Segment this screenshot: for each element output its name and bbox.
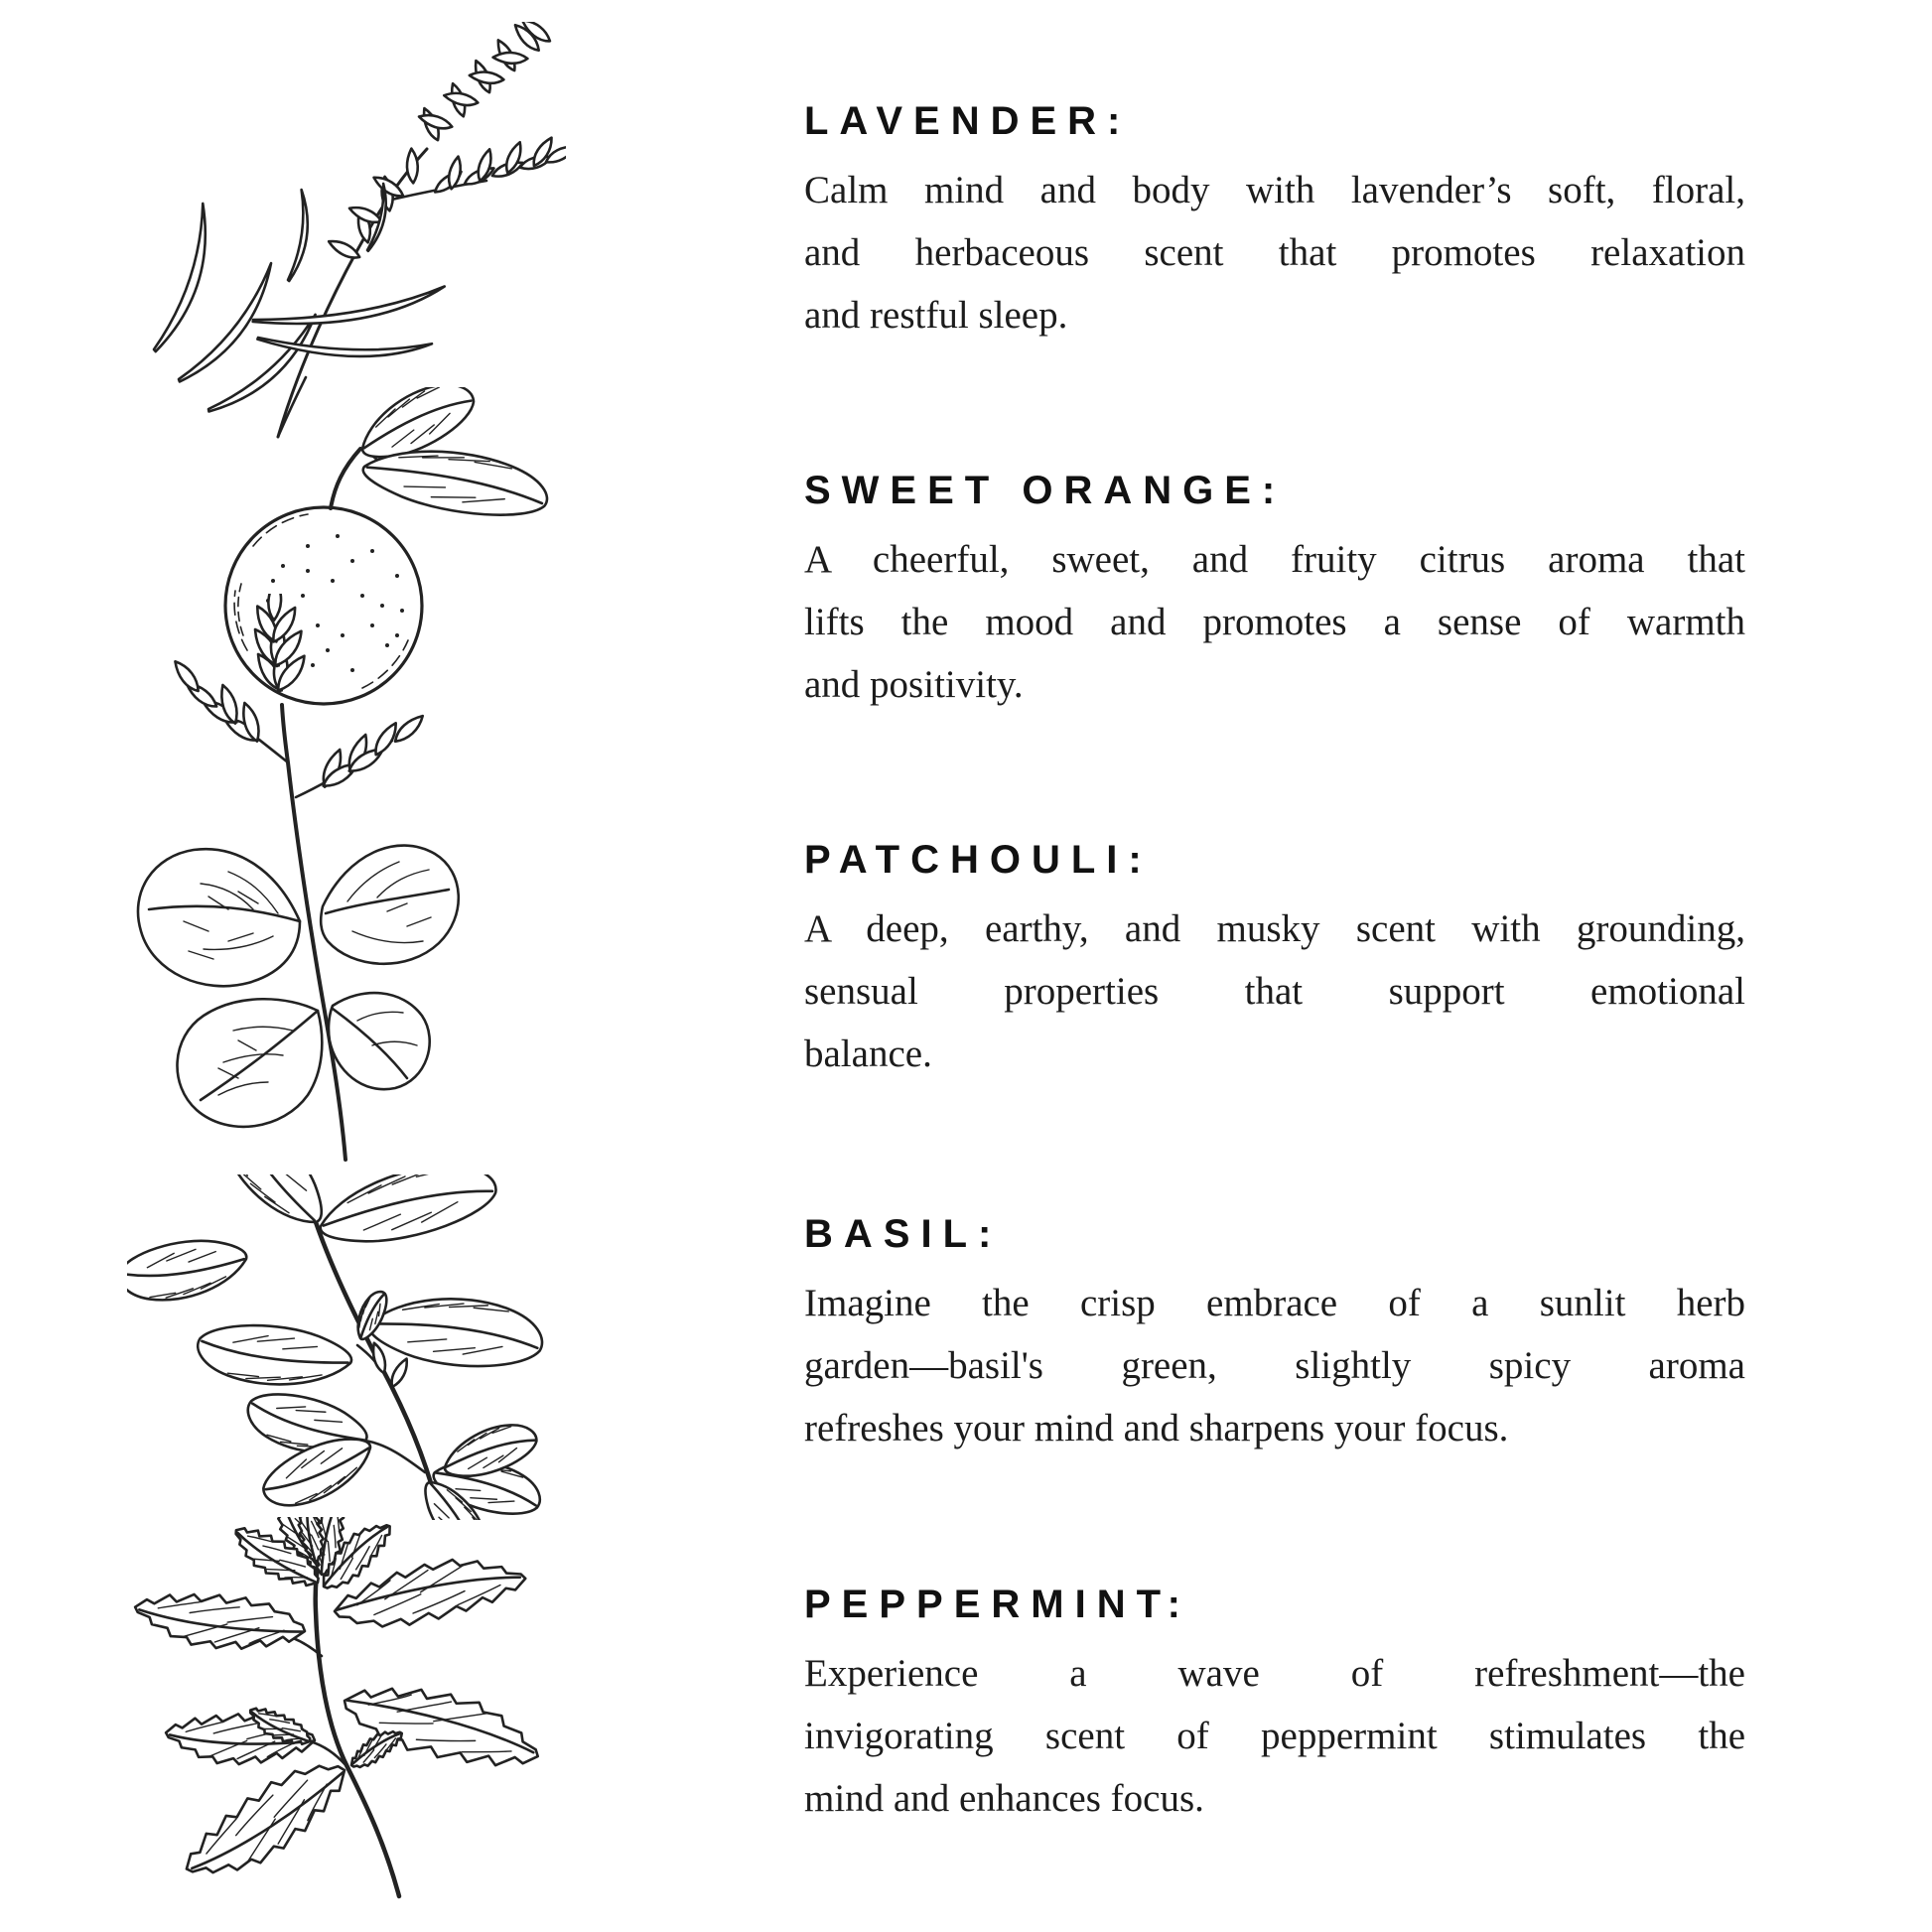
peppermint-heading: PEPPERMINT: xyxy=(804,1583,1191,1626)
section-basil xyxy=(804,1210,1745,1459)
section-peppermint xyxy=(804,1581,1745,1830)
text-line: refreshes your mind and sharpens your focus. xyxy=(804,1407,1509,1449)
peppermint-sprig-illustration xyxy=(111,1517,543,1900)
text-line: Experience a wave of refreshment—the xyxy=(804,1652,1745,1695)
text-line: Imagine the crisp embrace of a sunlit herb xyxy=(804,1282,1745,1324)
text-line: sensual properties that support emotional xyxy=(804,970,1745,1013)
patchouli-heading: PATCHOULI: xyxy=(804,838,1153,882)
text-line: and restful sleep. xyxy=(804,294,1068,337)
text-line: invigorating scent of peppermint stimulates the xyxy=(804,1715,1745,1757)
text-line: A deep, earthy, and musky scent with grounding, xyxy=(804,907,1745,950)
lavender-description xyxy=(804,159,1745,346)
text-line: balance. xyxy=(804,1033,932,1075)
text-line: Calm mind and body with lavender’s soft, floral, xyxy=(804,169,1745,211)
text-line: lifts the mood and promotes a sense of warmth xyxy=(804,601,1745,643)
patchouli-illustration xyxy=(89,594,467,1167)
basil-heading: BASIL: xyxy=(804,1212,1003,1256)
basil-sprig-illustration xyxy=(127,1174,559,1520)
peppermint-description xyxy=(804,1642,1745,1830)
text-line: and herbaceous scent that promotes relaxation xyxy=(804,231,1745,274)
sweet-orange-heading: SWEET ORANGE: xyxy=(804,469,1287,512)
patchouli-description xyxy=(804,897,1745,1085)
lavender-sprig-illustration xyxy=(139,22,566,442)
text-line: A cheerful, sweet, and fruity citrus aroma that xyxy=(804,538,1745,581)
sweet-orange-description xyxy=(804,528,1745,716)
text-line: garden—basil's green, slightly spicy aroma xyxy=(804,1344,1745,1387)
text-line: mind and enhances focus. xyxy=(804,1777,1204,1820)
section-sweet-orange xyxy=(804,467,1745,716)
lavender-heading: LAVENDER: xyxy=(804,99,1132,143)
basil-description xyxy=(804,1272,1745,1459)
section-lavender xyxy=(804,97,1745,346)
text-line: and positivity. xyxy=(804,663,1024,706)
section-patchouli xyxy=(804,836,1745,1085)
